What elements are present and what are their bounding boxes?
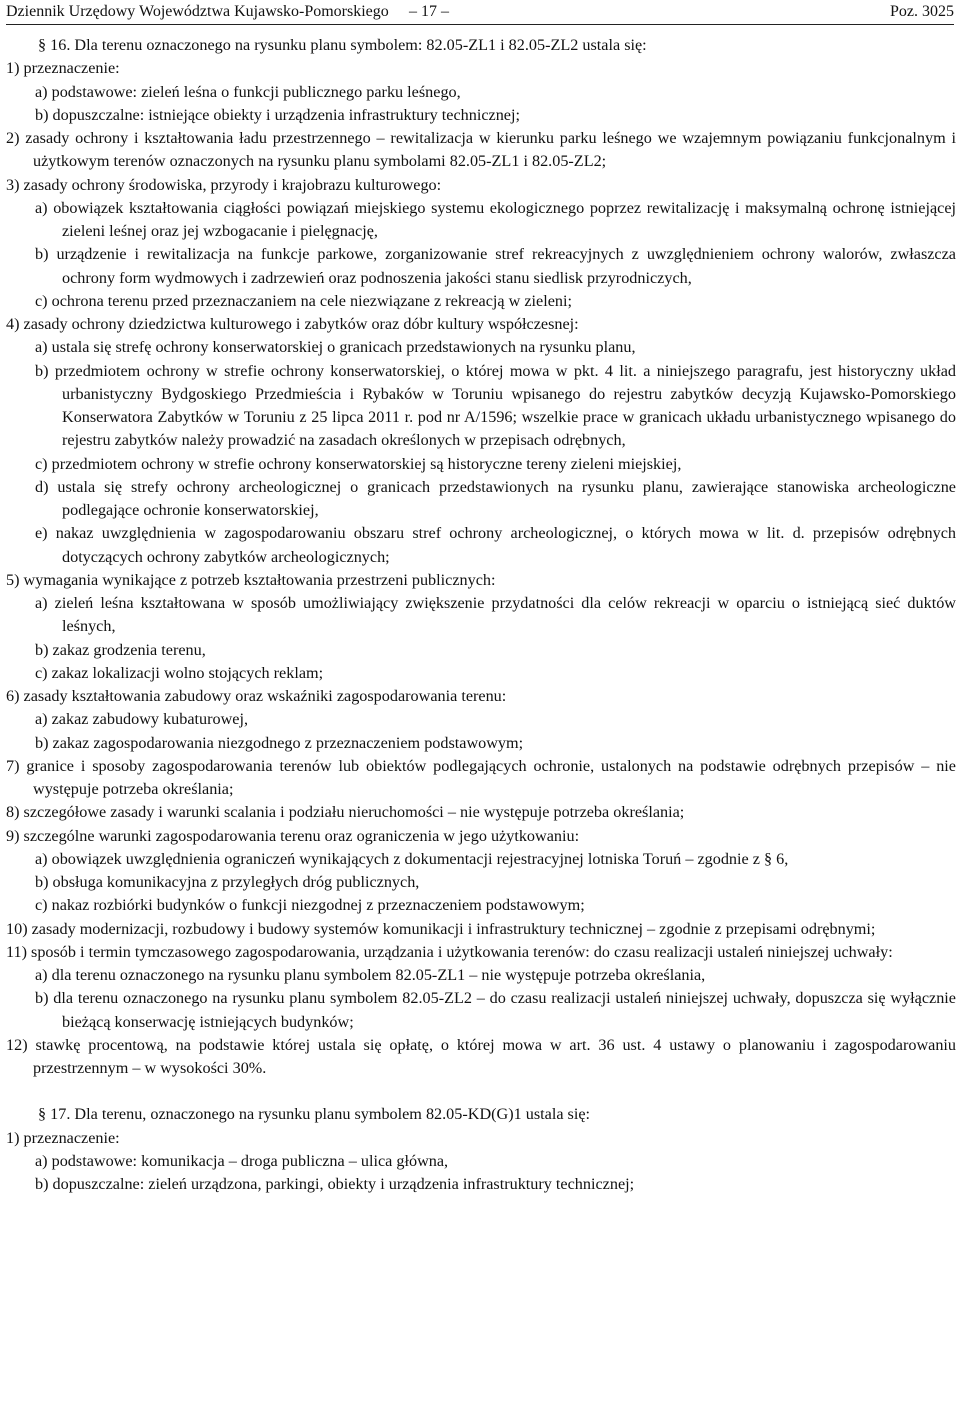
sub-list-item: b) dopuszczalne: istniejące obiekty i urządzenia infrastruktury technicznej; xyxy=(35,105,520,124)
sub-list-item: c) ochrona terenu przed przeznaczaniem na cele niezwiązane z rekreacją w zieleni; xyxy=(35,291,572,310)
sub-list-item: b) dla terenu oznaczonego na rysunku planu symbolem 82.05-ZL2 – do czasu realizacji ustaleń niniejszej uchwały, dopuszcza się wyłącznie bieżącą konserwację istniejących budynków; xyxy=(35,989,956,1031)
list-item: 6) zasady kształtowania zabudowy oraz wskaźniki zagospodarowania terenu: xyxy=(6,687,507,705)
document-body xyxy=(6,34,956,1196)
list-item: 11) sposób i termin tymczasowego zagospodarowania, urządzania i użytkowania terenów: do czasu realizacji ustaleń niniejszej uchwały: xyxy=(6,942,893,961)
sub-list-item: a) dla terenu oznaczonego na rysunku planu symbolem 82.05-ZL1 – nie występuje potrzeba określania, xyxy=(35,966,706,984)
paragraph-title: § 16. Dla terenu oznaczonego na rysunku planu symbolem: 82.05-ZL1 i 82.05-ZL2 ustala się: xyxy=(38,36,647,54)
sub-list-item: a) podstawowe: zieleń leśna o funkcji publicznego parku leśnego, xyxy=(35,82,461,101)
sub-list-item: a) podstawowe: komunikacja – droga publiczna – ulica główna, xyxy=(35,1151,449,1170)
sub-list-item: c) nakaz rozbiórki budynków o funkcji niezgodnej z przeznaczeniem podstawowym; xyxy=(35,896,585,915)
sub-list-item: a) obowiązek uwzględnienia ograniczeń wynikających z dokumentacji rejestracyjnej lotniska Toruń – zgodnie z § 6, xyxy=(35,849,789,868)
sub-list-item: b) obsługa komunikacyjna z przyległych dróg publicznych, xyxy=(35,873,420,891)
list-item: 1) przeznaczenie: xyxy=(6,59,120,78)
position-number: Poz. 3025 xyxy=(890,3,954,20)
list-item: 7) granice i sposoby zagospodarowania terenów lub obiektów podlegających ochronie, ustalonych na podstawie odrębnych przepisów – nie występuje potrzeba określania; xyxy=(6,756,956,798)
paragraph-title: § 17. Dla terenu, oznaczonego na rysunku planu symbolem 82.05-KD(G)1 ustala się: xyxy=(38,1105,591,1124)
journal-title: Dziennik Urzędowy Województwa Kujawsko-Pomorskiego xyxy=(6,3,389,20)
sub-list-item: b) urządzenie i rewitalizacja na funkcje parkowe, zorganizowanie stref rekreacyjnych z uwzględnieniem ochrony walorów, zwłaszcza ochrony form wydmowych i zadrzewień oraz podnoszenia jakości stanu siedlisk przyrodniczych, xyxy=(35,245,956,287)
sub-list-item: a) zakaz zabudowy kubaturowej, xyxy=(35,710,249,729)
page-header xyxy=(6,0,954,25)
list-item: 1) przeznaczenie: xyxy=(6,1128,120,1147)
sub-list-item: b) zakaz zagospodarowania niezgodnego z przeznaczeniem podstawowym; xyxy=(35,733,524,752)
list-item: 12) stawkę procentową, na podstawie której ustala się opłatę, o której mowa w art. 36 ust. 4 ustawy o planowaniu i zagospodarowaniu przestrzennym – w wysokości 30%. xyxy=(6,1035,956,1077)
sub-list-item: a) zieleń leśna kształtowana w sposób umożliwiający zwiększenie przydatności dla celów rekreacji w oparciu o istniejącą sieć duktów leśnych, xyxy=(35,594,956,636)
sub-list-item: b) dopuszczalne: zieleń urządzona, parkingi, obiekty i urządzenia infrastruktury technicznej; xyxy=(35,1175,635,1193)
sub-list-item: d) ustala się strefy ochrony archeologicznej o granicach przedstawionych na rysunku planu, zawierające stanowiska archeologiczne podlegające ochronie konserwatorskiej, xyxy=(35,477,956,519)
sub-list-item: a) obowiązek kształtowania ciągłości powiązań miejskiego systemu ekologicznego poprzez rewitalizację i maksymalną ochronę istniejącej zieleni leśnej oraz jej wzbogacanie i pielęgnację, xyxy=(35,198,956,240)
sub-list-item: b) zakaz grodzenia terenu, xyxy=(35,640,206,659)
list-item: 8) szczegółowe zasady i warunki scalania i podziału nieruchomości – nie występuje potrzeba określania; xyxy=(6,803,685,822)
list-item: 5) wymagania wynikające z potrzeb kształtowania przestrzeni publicznych: xyxy=(6,570,496,589)
page-number: – 17 – xyxy=(409,3,449,20)
list-item: 2) zasady ochrony i kształtowania ładu przestrzennego – rewitalizacja w kierunku parku leśnego we wzajemnym powiązaniu funkcjonalnym i użytkowym terenów oznaczonych na rysunku planu symbolami 82.05-ZL1 i 82.05-ZL2; xyxy=(6,129,956,171)
sub-list-item: b) przedmiotem ochrony w strefie ochrony konserwatorskiej, o której mowa w pkt. 4 lit. a niniejszego paragrafu, jest historyczny układ urbanistyczny Bydgoskiego Przedmieścia i Rybaków w Toruniu wpisanego do rejestru zabytków decyzją Kujawsko-Pomorskiego Konserwatora Zabytków w Toruniu z 25 lipca 2011 r. pod nr A/1596; wszelkie prace w granicach układu urbanistycznego wpisanego do rejestru zabytków należy prowadzić na zasadach określonych w przepisach odrębnych, xyxy=(35,361,956,450)
sub-list-item: a) ustala się strefę ochrony konserwatorskiej o granicach przedstawionych na rysunku planu, xyxy=(35,338,636,357)
section-gap xyxy=(6,1080,956,1103)
sub-list-item: e) nakaz uwzględnienia w zagospodarowaniu obszaru stref ochrony archeologicznej, o których mowa w lit. d. przepisów odrębnych dotyczących ochrony zabytków archeologicznych; xyxy=(35,524,956,566)
list-item: 10) zasady modernizacji, rozbudowy i budowy systemów komunikacji i infrastruktury technicznej – zgodnie z przepisami odrębnymi; xyxy=(6,919,876,938)
list-item: 3) zasady ochrony środowiska, przyrody i krajobrazu kulturowego: xyxy=(6,175,442,194)
sub-list-item: c) zakaz lokalizacji wolno stojących reklam; xyxy=(35,663,324,682)
sub-list-item: c) przedmiotem ochrony w strefie ochrony konserwatorskiej są historyczne tereny zieleni miejskiej, xyxy=(35,454,682,473)
list-item: 4) zasady ochrony dziedzictwa kulturowego i zabytków oraz dóbr kultury współczesnej: xyxy=(6,315,579,333)
list-item: 9) szczególne warunki zagospodarowania terenu oraz ograniczenia w jego użytkowaniu: xyxy=(6,826,580,845)
